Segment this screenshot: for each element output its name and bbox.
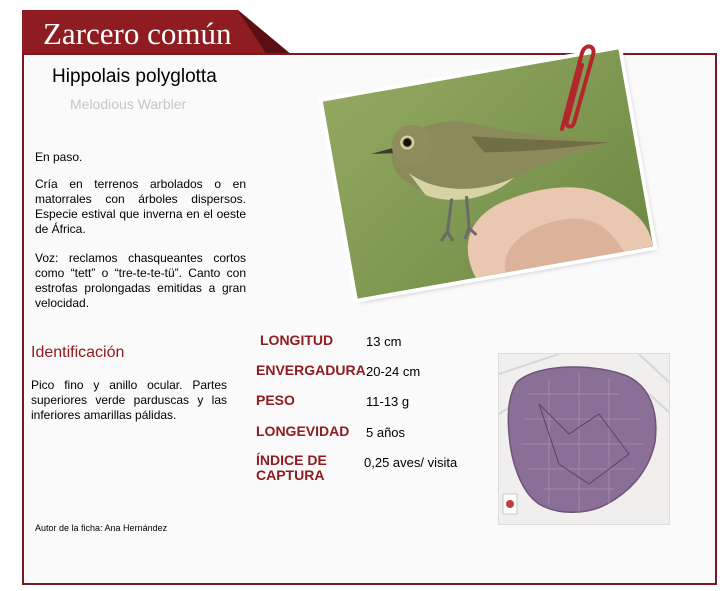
stat-label-weight: PESO [256,392,295,408]
map-illustration [499,354,670,525]
paperclip-icon [548,41,598,136]
scientific-name: Hippolais polyglotta [52,66,217,87]
author-credit: Autor de la ficha: Ana Hernández [35,523,168,533]
stat-label-wingspan: ENVERGADURA [256,362,366,378]
stat-value-capture-index: 0,25 aves/ visita [364,455,458,470]
identification-heading: Identificación [31,344,125,361]
status-text: En paso. [35,150,83,164]
stat-value-wingspan: 20-24 cm [366,364,421,379]
stat-label-capture-index: ÍNDICE DE CAPTURA [256,452,327,483]
identification-text: Pico fino y anillo ocular. Partes superiores verde parduscas y las inferiores amarillas pálidas. [31,378,227,422]
page-title: Zarcero común [43,16,232,51]
stat-value-length: 13 cm [366,334,402,349]
distribution-map [498,353,670,525]
stat-value-weight: 11-13 g [366,394,410,409]
english-name: Melodious Warbler [70,96,187,112]
habitat-text: Cría en terrenos arbolados o en matorrales con árboles dispersos. Especie estival que inverna en el oeste de África. [35,177,246,236]
voice-text: Voz: reclamos chasqueantes cortos como “tett” o “tre-te-te-tü”. Canto con estrofas prolongadas emitidas a gran velocidad. [35,251,246,310]
stat-label-length: LONGITUD [260,332,334,348]
stat-label-longevity: LONGEVIDAD [256,423,350,439]
stat-value-longevity: 5 años [366,425,406,440]
